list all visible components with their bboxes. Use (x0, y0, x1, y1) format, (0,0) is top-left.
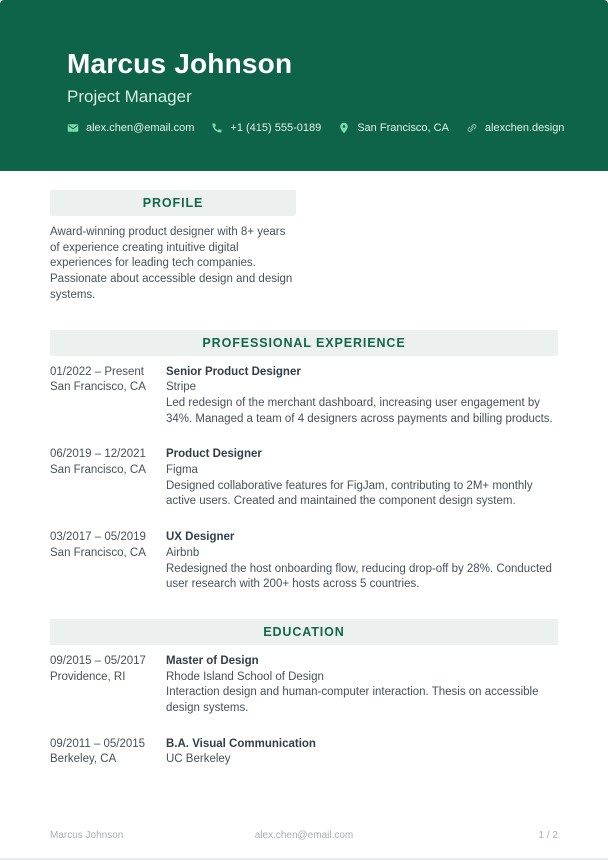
contact-website-text: alexchen.design (484, 122, 565, 135)
contact-location (338, 122, 449, 134)
entry-description: Interaction design and human-computer interaction. Thesis on accessible design systems. (166, 686, 539, 715)
contact-email-text: alex.chen@email.com (86, 122, 195, 135)
contact-location-text: San Francisco, CA (357, 122, 449, 135)
entry-location: San Francisco, CA (50, 464, 146, 477)
education-entry (50, 654, 558, 717)
entry-description: Led redesign of the merchant dashboard, increasing user engagement by 34%. Managed a team of 4 designers across payments and billing products. (166, 396, 553, 425)
experience-entry (50, 447, 558, 510)
section-experience (50, 330, 558, 593)
entry-detail (166, 737, 558, 768)
entry-meta (50, 530, 166, 593)
education-entries (50, 654, 558, 768)
profile-text: Award-winning product designer with 8+ years of experience creating intuitive digital experiences for leading tech companies. Passionate about accessible design and design systems. (50, 226, 293, 301)
entry-org: Figma (166, 464, 198, 477)
phone-icon (211, 122, 223, 134)
entry-dates: 09/2015 – 05/2017 (50, 654, 146, 667)
entry-org: Airbnb (166, 546, 200, 559)
experience-entry (50, 530, 558, 593)
entry-detail (166, 530, 558, 593)
entry-meta (50, 654, 166, 717)
location-pin-icon (338, 122, 350, 134)
link-icon (466, 122, 478, 134)
footer-name: Marcus Johnson (50, 830, 124, 841)
entry-dates: 01/2022 – Present (50, 365, 144, 378)
entry-dates: 06/2019 – 12/2021 (50, 448, 146, 461)
entry-title: Product Designer (166, 448, 262, 461)
section-profile (50, 190, 296, 304)
profile-heading-band (50, 190, 296, 216)
entry-title: Senior Product Designer (166, 365, 301, 378)
resume-header (0, 0, 608, 171)
person-job-title: Project Manager (67, 87, 192, 107)
profile-heading: PROFILE (142, 196, 204, 210)
education-heading-band (50, 619, 558, 645)
education-entry (50, 737, 558, 768)
entry-location: San Francisco, CA (50, 546, 146, 559)
experience-entries (50, 365, 558, 593)
footer-email: alex.chen@email.com (254, 830, 354, 841)
entry-title: UX Designer (166, 531, 235, 544)
entry-org: UC Berkeley (166, 753, 231, 766)
person-name: Marcus Johnson (67, 48, 293, 79)
entry-org: Rhode Island School of Design (166, 670, 324, 683)
entry-location: Berkeley, CA (50, 753, 117, 766)
contact-phone-text: +1 (415) 555-0189 (230, 122, 322, 135)
email-icon (67, 122, 79, 134)
education-heading: EDUCATION (263, 624, 345, 639)
entry-title: B.A. Visual Communication (166, 737, 316, 750)
experience-heading: PROFESSIONAL EXPERIENCE (202, 335, 406, 350)
footer-page-number: 1 / 2 (538, 830, 558, 841)
entry-dates: 03/2017 – 05/2019 (50, 531, 146, 544)
entry-detail (166, 447, 558, 510)
contact-email[interactable] (67, 122, 194, 134)
entry-title: Master of Design (166, 654, 259, 667)
entry-location: Providence, RI (50, 670, 126, 683)
entry-detail (166, 654, 558, 717)
entry-description: Redesigned the host onboarding flow, reducing drop-off by 28%. Conducted user research with 200+ hosts across 5 countries. (166, 562, 552, 591)
contact-phone[interactable] (211, 122, 321, 134)
page-footer (50, 830, 558, 841)
entry-org: Stripe (166, 381, 197, 394)
entry-dates: 09/2011 – 05/2015 (50, 737, 146, 750)
entry-location: San Francisco, CA (50, 381, 146, 394)
resume-body (0, 190, 608, 768)
contact-row (67, 122, 565, 135)
entry-meta (50, 365, 166, 428)
contact-website[interactable] (466, 122, 565, 134)
experience-entry (50, 365, 558, 428)
experience-heading-band (50, 330, 558, 356)
section-education (50, 619, 558, 768)
entry-meta (50, 447, 166, 510)
entry-detail (166, 365, 558, 428)
entry-description: Designed collaborative features for FigJam, contributing to 2M+ monthly active users. Created and maintained the component design system. (166, 479, 533, 508)
entry-meta (50, 737, 166, 768)
